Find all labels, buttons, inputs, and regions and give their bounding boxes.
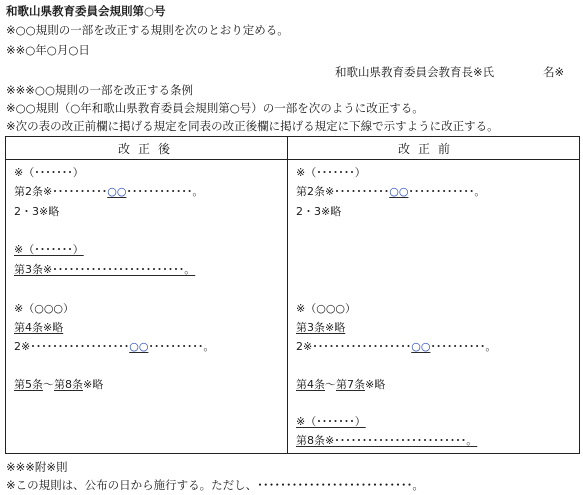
- before-row-paragraph-2: [296, 339, 496, 355]
- signer-title: 和歌山県教育委員会教育長※氏: [335, 65, 495, 79]
- before-article-2-tail: ････････････。: [408, 185, 486, 198]
- after-range-start: 第5条: [14, 378, 43, 391]
- amendment-title: ※※※○○規則の一部を改正する条例: [6, 83, 193, 97]
- after-article-2-tail: ････････････。: [126, 185, 204, 198]
- amendment-instruction: ※次の表の改正前欄に掲げる規定を同表の改正後欄に掲げる規定に下線で示すように改正する。: [6, 119, 499, 133]
- before-range-end: 第7条: [336, 378, 365, 391]
- after-paragraph-2-tail: ･･････････。: [148, 340, 215, 353]
- after-range-tilde: ～: [43, 378, 54, 391]
- signer-name: 名※: [543, 65, 565, 79]
- after-row-paragraphs: 2・3※略: [14, 205, 60, 218]
- before-row-heading-4: ※（･･･････）: [296, 415, 366, 428]
- before-row-article-3: 第3条※略: [296, 321, 346, 334]
- before-paragraph-2-text: 2※･･････････････････: [296, 340, 412, 353]
- effective-date-clause: ※この規則は、公布の日から施行する。ただし、･･･････････････････････････。: [6, 478, 424, 492]
- after-row-heading-1: ※（･･･････）: [14, 166, 84, 179]
- after-article-2-text: 第2条※･･････････: [14, 185, 108, 198]
- enactment-date: ※※○年○月○日: [6, 43, 90, 57]
- comparison-table: [5, 136, 580, 454]
- after-row-paragraph-2: [14, 339, 214, 355]
- before-row-paragraphs: 2・3※略: [296, 205, 342, 218]
- after-row-articles-range: [14, 377, 103, 393]
- column-divider: [287, 137, 288, 453]
- after-row-article-3: 第3条※････････････････････････。: [14, 263, 196, 276]
- before-article-2-change: ○○: [389, 185, 409, 198]
- after-paragraph-2-text: 2※･･････････････････: [14, 340, 130, 353]
- header-divider: [6, 159, 579, 160]
- before-row-article-8: 第8条※････････････････････････。: [296, 434, 478, 447]
- after-row-article-4: 第4条※略: [14, 321, 64, 334]
- after-article-2-change: ○○: [107, 185, 127, 198]
- before-range-tilde: ～: [325, 378, 336, 391]
- before-row-articles-range: [296, 377, 385, 393]
- before-row-article-2: [296, 184, 485, 200]
- before-article-2-text: 第2条※･･････････: [296, 185, 390, 198]
- after-row-heading-2: ※（･･･････）: [14, 243, 84, 256]
- before-row-heading-1: ※（･･･････）: [296, 166, 366, 179]
- supplementary-provisions-title: ※※※附※則: [6, 460, 68, 474]
- before-column-header: 改正前: [398, 142, 459, 156]
- after-paragraph-2-change: ○○: [129, 340, 149, 353]
- before-row-heading-3: ※（○○○）: [296, 302, 357, 315]
- before-range-start: 第4条: [296, 378, 325, 391]
- after-column-header: 改正後: [118, 142, 179, 156]
- before-paragraph-2-tail: ･･････････。: [430, 340, 497, 353]
- after-row-article-2: [14, 184, 203, 200]
- before-paragraph-2-change: ○○: [411, 340, 431, 353]
- after-range-end: 第8条: [54, 378, 83, 391]
- after-row-heading-3: ※（○○○）: [14, 302, 75, 315]
- after-range-omitted: ※略: [83, 378, 104, 391]
- before-range-omitted: ※略: [365, 378, 386, 391]
- amendment-intro: ※○○規則（○年和歌山県教育委員会規則第○号）の一部を次のように改正する。: [6, 101, 424, 115]
- enactment-statement: ※○○規則の一部を改正する規則を次のとおり定める。: [6, 23, 289, 37]
- rule-number: 和歌山県教育委員会規則第○号: [6, 4, 166, 18]
